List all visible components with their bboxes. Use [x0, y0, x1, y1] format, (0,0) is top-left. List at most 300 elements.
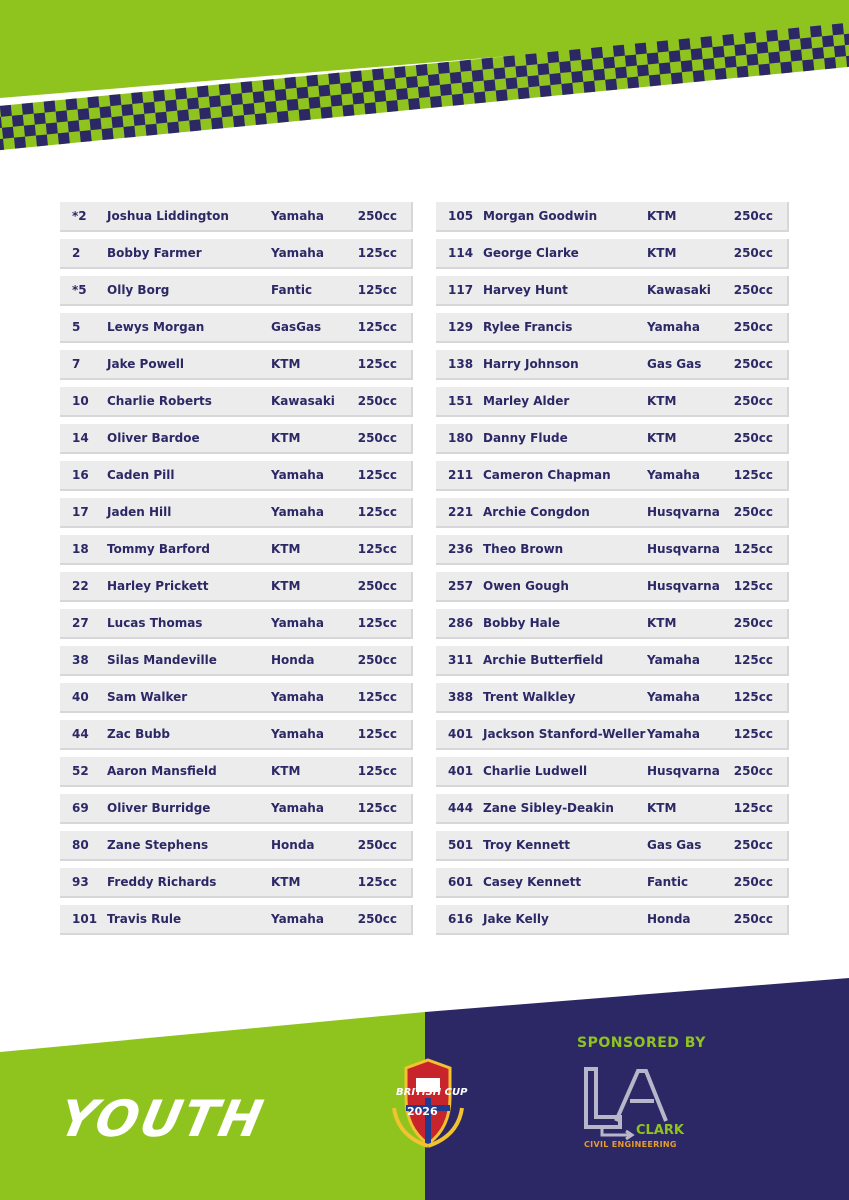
sponsor-tagline: CIVIL ENGINEERING — [584, 1140, 677, 1149]
rider-row — [60, 387, 413, 417]
checker-square — [46, 122, 58, 134]
rider-name: Sam Walker — [107, 690, 188, 704]
checker-square — [121, 104, 133, 116]
rider-class: 250cc — [357, 431, 397, 445]
rider-name: Lewys Morgan — [107, 320, 205, 334]
category-title: YOUTH — [53, 1090, 270, 1148]
badge-brand-text: BRITISH CUP — [396, 1087, 468, 1098]
checker-square — [637, 64, 649, 76]
rider-name: Archie Butterfield — [483, 653, 604, 667]
rider-class: 125cc — [357, 801, 397, 815]
checker-square — [657, 40, 669, 52]
rider-row — [60, 757, 413, 787]
checker-square — [275, 89, 287, 101]
rider-class: 250cc — [357, 912, 397, 926]
rider-number: 7 — [72, 357, 81, 371]
checker-square — [372, 68, 384, 80]
checker-square — [231, 93, 243, 105]
checker-square — [175, 88, 187, 100]
rider-name: Harry Johnson — [483, 357, 579, 371]
rider-number: 27 — [72, 616, 89, 630]
checker-square — [87, 96, 99, 108]
rider-number: 14 — [72, 431, 89, 445]
rider-name: Jake Kelly — [483, 912, 549, 926]
checker-square — [34, 113, 46, 125]
rider-name: Jake Powell — [107, 357, 185, 371]
rider-number: 105 — [448, 209, 474, 223]
rider-number: 311 — [448, 653, 474, 667]
checker-square — [780, 61, 792, 73]
rider-row — [60, 202, 413, 232]
rider-make: KTM — [647, 394, 677, 408]
rider-make: KTM — [271, 764, 301, 778]
checker-square — [812, 47, 824, 59]
rider-class: 250cc — [733, 616, 773, 630]
checkered-header-banner — [0, 0, 849, 200]
rider-row — [60, 572, 413, 602]
checker-square — [539, 85, 551, 97]
rider-number: 401 — [448, 727, 474, 741]
rider-number: 138 — [448, 357, 474, 371]
rider-class: 250cc — [357, 579, 397, 593]
checker-square — [309, 97, 321, 109]
checker-square — [474, 92, 486, 104]
checker-square — [287, 99, 299, 111]
rider-row — [436, 424, 789, 454]
checker-square — [746, 54, 758, 66]
rider-name: Freddy Richards — [107, 875, 217, 889]
rider-number: 10 — [72, 394, 89, 408]
rider-row — [60, 424, 413, 454]
rider-row — [60, 905, 413, 935]
checker-square — [515, 65, 527, 77]
rider-make: KTM — [271, 357, 301, 371]
checker-square — [593, 69, 605, 81]
rider-number: 616 — [448, 912, 474, 926]
checker-square — [802, 59, 814, 71]
checker-square — [352, 92, 364, 104]
checker-square — [693, 70, 705, 82]
rider-class: 125cc — [357, 468, 397, 482]
rider-make: Fantic — [271, 283, 313, 297]
rider-row — [436, 868, 789, 898]
checker-square — [66, 98, 78, 110]
rider-make: Yamaha — [271, 246, 324, 260]
rider-class: 250cc — [733, 283, 773, 297]
rider-class: 125cc — [357, 542, 397, 556]
checker-square — [12, 115, 24, 127]
rider-number: 38 — [72, 653, 89, 667]
rider-row — [436, 461, 789, 491]
rider-number: 257 — [448, 579, 474, 593]
checker-square — [549, 73, 561, 85]
rider-number: 221 — [448, 505, 474, 519]
checker-square — [537, 63, 549, 75]
rider-make: Gas Gas — [647, 357, 702, 371]
rider-number: 18 — [72, 542, 89, 556]
checker-square — [131, 92, 143, 104]
rider-row — [436, 831, 789, 861]
rider-row — [60, 350, 413, 380]
rider-number: 601 — [448, 875, 474, 889]
rider-number: 17 — [72, 505, 89, 519]
checker-square — [177, 110, 189, 122]
rider-class: 250cc — [733, 431, 773, 445]
checker-square — [527, 75, 539, 87]
checker-square — [452, 94, 464, 106]
checker-square — [581, 59, 593, 71]
checker-square — [671, 72, 683, 84]
checker-square — [713, 46, 725, 58]
rider-row — [60, 461, 413, 491]
rider-make: KTM — [271, 542, 301, 556]
rider-name: Caden Pill — [107, 468, 175, 482]
rider-class: 250cc — [733, 357, 773, 371]
rider-name: Silas Mandeville — [107, 653, 217, 667]
rider-number: 211 — [448, 468, 474, 482]
checker-square — [569, 49, 581, 61]
checker-square — [703, 58, 715, 70]
checker-square — [22, 103, 34, 115]
rider-make: Yamaha — [271, 209, 324, 223]
rider-make: Yamaha — [647, 320, 700, 334]
rider-class: 125cc — [733, 801, 773, 815]
rider-row — [60, 683, 413, 713]
checker-square — [102, 128, 114, 140]
rider-make: KTM — [647, 801, 677, 815]
rider-name: Travis Rule — [107, 912, 182, 926]
rider-class: 125cc — [357, 320, 397, 334]
rider-make: Yamaha — [271, 468, 324, 482]
rider-number: 22 — [72, 579, 89, 593]
rider-name: Tommy Barford — [107, 542, 210, 556]
rider-make: Husqvarna — [647, 505, 720, 519]
checker-square — [472, 70, 484, 82]
rider-class: 125cc — [357, 505, 397, 519]
checker-square — [384, 78, 396, 90]
rider-name: Bobby Farmer — [107, 246, 202, 260]
checker-square — [219, 83, 231, 95]
checker-square — [615, 67, 627, 79]
checker-square — [109, 94, 121, 106]
checker-square — [506, 77, 518, 89]
checker-square — [647, 52, 659, 64]
checker-square — [737, 66, 749, 78]
rider-make: Honda — [271, 838, 315, 852]
rider-row — [60, 831, 413, 861]
checker-square — [80, 130, 92, 142]
rider-name: Harley Prickett — [107, 579, 209, 593]
rider-number: 117 — [448, 283, 474, 297]
rider-class: 125cc — [733, 579, 773, 593]
rider-row — [436, 905, 789, 935]
checker-square — [99, 106, 111, 118]
rider-class: 125cc — [357, 246, 397, 260]
badge-year-text: 2026 — [407, 1105, 438, 1118]
checker-square — [165, 100, 177, 112]
checker-square — [321, 107, 333, 119]
checker-square — [406, 76, 418, 88]
rider-class: 250cc — [357, 653, 397, 667]
rider-make: KTM — [647, 431, 677, 445]
checker-square — [90, 118, 102, 130]
rider-name: Lucas Thomas — [107, 616, 203, 630]
rider-name: Trent Walkley — [483, 690, 576, 704]
rider-row — [436, 276, 789, 306]
checker-square — [197, 86, 209, 98]
checker-square — [428, 74, 440, 86]
rider-class: 125cc — [733, 690, 773, 704]
checker-square — [394, 66, 406, 78]
rider-make: Kawasaki — [647, 283, 711, 297]
rider-make: Honda — [647, 912, 691, 926]
checker-square — [700, 36, 712, 48]
checker-square — [722, 34, 734, 46]
checker-square — [559, 61, 571, 73]
rider-make: Yamaha — [647, 468, 700, 482]
checker-square — [155, 112, 167, 124]
rider-make: KTM — [271, 875, 301, 889]
checker-square — [605, 79, 617, 91]
rider-class: 250cc — [733, 394, 773, 408]
rider-class: 250cc — [733, 838, 773, 852]
rider-make: Fantic — [647, 875, 689, 889]
rider-name: Harvey Hunt — [483, 283, 568, 297]
checker-square — [613, 45, 625, 57]
checker-square — [187, 98, 199, 110]
checker-square — [679, 38, 691, 50]
checker-square — [627, 76, 639, 88]
checker-square — [362, 80, 374, 92]
checker-square — [561, 83, 573, 95]
checker-square — [482, 58, 494, 70]
checker-square — [0, 105, 12, 117]
checker-square — [24, 125, 36, 137]
checker-square — [768, 52, 780, 64]
rider-name: Zane Sibley-Deakin — [483, 801, 614, 815]
rider-name: Owen Gough — [483, 579, 569, 593]
checker-square — [438, 62, 450, 74]
rider-name: Bobby Hale — [483, 616, 560, 630]
checker-square — [396, 88, 408, 100]
checker-square — [603, 57, 615, 69]
checker-square — [253, 91, 265, 103]
rider-name: Zac Bubb — [107, 727, 170, 741]
rider-class: 125cc — [357, 727, 397, 741]
rider-make: KTM — [271, 579, 301, 593]
rider-name: Charlie Roberts — [107, 394, 212, 408]
rider-number: 180 — [448, 431, 474, 445]
rider-row — [60, 609, 413, 639]
rider-row — [436, 535, 789, 565]
checker-square — [503, 55, 515, 67]
checker-square — [263, 79, 275, 91]
rider-row — [436, 239, 789, 269]
checker-square — [299, 109, 311, 121]
rider-number: 69 — [72, 801, 89, 815]
checker-square — [635, 43, 647, 55]
checker-square — [364, 102, 376, 114]
checker-square — [78, 108, 90, 120]
rider-row — [436, 313, 789, 343]
checker-square — [374, 90, 386, 102]
checker-square — [111, 116, 123, 128]
rider-make: Yamaha — [271, 801, 324, 815]
rider-number: 16 — [72, 468, 89, 482]
rider-number: 129 — [448, 320, 474, 334]
checker-square — [518, 87, 530, 99]
rider-make: Husqvarna — [647, 579, 720, 593]
checker-square — [284, 77, 296, 89]
checker-square — [766, 30, 778, 42]
checker-square — [386, 100, 398, 112]
rider-row — [436, 572, 789, 602]
rider-make: Yamaha — [647, 653, 700, 667]
rider-number: 114 — [448, 246, 474, 260]
checker-square — [328, 73, 340, 85]
rider-make: KTM — [647, 616, 677, 630]
british-cup-badge-icon — [388, 1058, 468, 1148]
checker-square — [296, 87, 308, 99]
rider-class: 125cc — [733, 727, 773, 741]
checker-square — [450, 72, 462, 84]
rider-name: Joshua Liddington — [107, 209, 229, 223]
checker-square — [58, 132, 70, 144]
checker-square — [123, 126, 135, 138]
rider-class: 125cc — [733, 542, 773, 556]
rider-number: 80 — [72, 838, 89, 852]
rider-number: 44 — [72, 727, 89, 741]
rider-make: Yamaha — [271, 727, 324, 741]
checker-square — [525, 53, 537, 65]
rider-row — [436, 757, 789, 787]
rider-class: 125cc — [357, 690, 397, 704]
checker-square — [416, 64, 428, 76]
rider-number: 5 — [72, 320, 81, 334]
checker-square — [778, 40, 790, 52]
rider-class: 125cc — [357, 616, 397, 630]
checker-square — [734, 44, 746, 56]
rider-class: 125cc — [357, 875, 397, 889]
rider-row — [60, 313, 413, 343]
rider-number: 2 — [72, 246, 81, 260]
checker-square — [691, 48, 703, 60]
rider-number: *2 — [72, 209, 87, 223]
rider-name: Zane Stephens — [107, 838, 209, 852]
checker-square — [583, 81, 595, 93]
rider-class: 250cc — [357, 838, 397, 852]
checker-square — [430, 96, 442, 108]
checker-square — [418, 86, 430, 98]
rider-row — [436, 498, 789, 528]
checker-square — [306, 75, 318, 87]
checker-square — [189, 119, 201, 131]
rider-name: Theo Brown — [483, 542, 564, 556]
checker-square — [744, 32, 756, 44]
rider-name: Troy Kennett — [483, 838, 570, 852]
rider-row — [436, 720, 789, 750]
rider-make: Husqvarna — [647, 764, 720, 778]
rider-class: 250cc — [733, 912, 773, 926]
checker-square — [211, 117, 223, 129]
checker-square — [340, 83, 352, 95]
checker-square — [625, 55, 637, 67]
rider-name: Aaron Mansfield — [107, 764, 217, 778]
rider-number: 101 — [72, 912, 98, 926]
rider-make: GasGas — [271, 320, 322, 334]
checker-square — [571, 71, 583, 83]
rider-class: 250cc — [733, 764, 773, 778]
rider-row — [60, 498, 413, 528]
checker-square — [143, 102, 155, 114]
rider-name: Olly Borg — [107, 283, 170, 297]
checker-square — [221, 105, 233, 117]
rider-class: 125cc — [357, 283, 397, 297]
checker-square — [318, 85, 330, 97]
checker-square — [591, 47, 603, 59]
rider-name: Casey Kennett — [483, 875, 582, 889]
rider-make: Kawasaki — [271, 394, 335, 408]
rider-number: 286 — [448, 616, 474, 630]
rider-name: Cameron Chapman — [483, 468, 611, 482]
checker-square — [56, 110, 68, 122]
rider-number: 388 — [448, 690, 474, 704]
rider-row — [436, 387, 789, 417]
rider-make: Yamaha — [271, 616, 324, 630]
rider-name: Jackson Stanford-Weller — [483, 727, 646, 741]
rider-row — [436, 646, 789, 676]
rider-make: Yamaha — [271, 505, 324, 519]
rider-class: 250cc — [733, 209, 773, 223]
checker-square — [790, 49, 802, 61]
rider-make: KTM — [271, 431, 301, 445]
checker-square — [36, 134, 48, 146]
rider-name: Marley Alder — [483, 394, 570, 408]
rider-row — [60, 276, 413, 306]
rider-make: Gas Gas — [647, 838, 702, 852]
rider-make: Honda — [271, 653, 315, 667]
rider-name: Charlie Ludwell — [483, 764, 588, 778]
checker-square — [408, 98, 420, 110]
checker-square — [153, 90, 165, 102]
rider-class: 250cc — [357, 394, 397, 408]
checker-square — [277, 111, 289, 123]
rider-list-left — [60, 202, 413, 942]
checker-square — [659, 62, 671, 74]
checker-square — [241, 81, 253, 93]
checker-square — [834, 45, 846, 57]
rider-row — [60, 646, 413, 676]
rider-name: Oliver Burridge — [107, 801, 211, 815]
checker-square — [822, 35, 834, 47]
checker-square — [14, 137, 26, 149]
rider-class: 250cc — [733, 505, 773, 519]
rider-number: 401 — [448, 764, 474, 778]
checker-square — [496, 89, 508, 101]
checker-square — [440, 84, 452, 96]
rider-number: 40 — [72, 690, 89, 704]
rider-name: Rylee Francis — [483, 320, 573, 334]
checker-square — [494, 67, 506, 79]
rider-name: Danny Flude — [483, 431, 568, 445]
checker-square — [800, 37, 812, 49]
checker-square — [758, 64, 770, 76]
rider-name: George Clarke — [483, 246, 579, 260]
checker-square — [342, 104, 354, 116]
rider-class: 250cc — [733, 875, 773, 889]
checker-square — [681, 60, 693, 72]
checker-square — [330, 95, 342, 107]
